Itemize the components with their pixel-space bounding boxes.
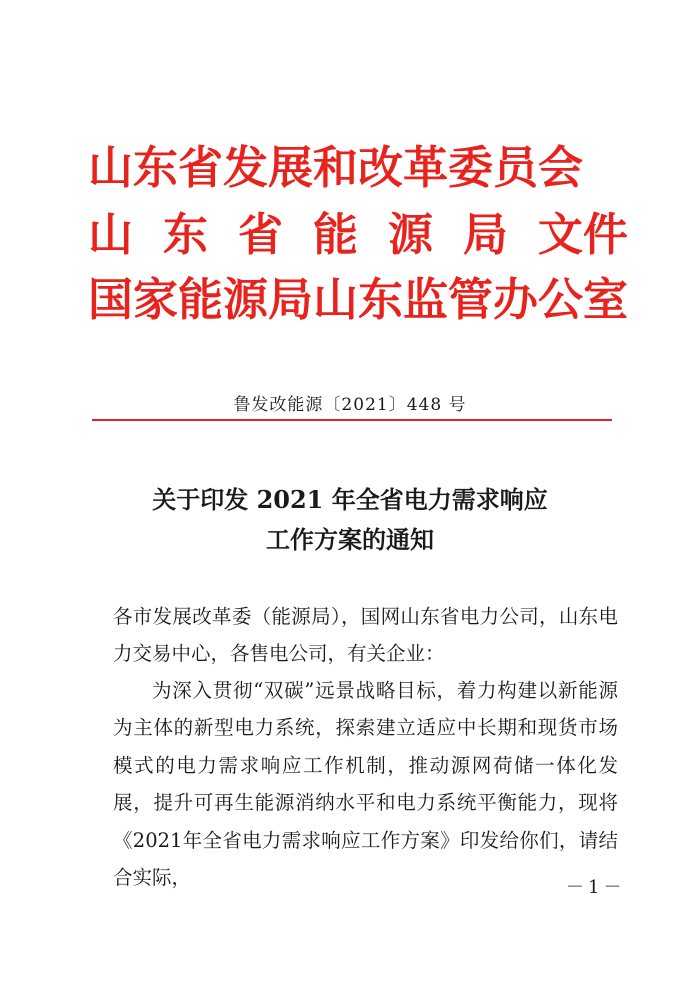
issuer-line-2-char: 东 xyxy=(162,208,208,261)
issuer-line-1: 山东省发展和改革委员会 xyxy=(88,141,584,194)
issuer-line-3: 国家能源局山东监管办公室 xyxy=(88,273,629,326)
salutation xyxy=(113,598,618,673)
issuer-line-2-char: 能 xyxy=(312,208,358,261)
red-divider xyxy=(92,419,612,421)
document-title-line-2: 工作方案的通知 xyxy=(266,525,434,554)
document-number: 鲁发改能源〔2021〕448 号 xyxy=(233,395,467,415)
issuer-line-2-char: 省 xyxy=(237,208,283,261)
issuer-line-2-char: 山 xyxy=(88,208,134,261)
issuer-line-2-char: 文件 xyxy=(537,208,628,261)
document-title-line-1: 关于印发 2021 年全省电力需求响应 xyxy=(152,485,548,514)
page-number: －1－ xyxy=(566,877,626,898)
issuer-line-2-char: 源 xyxy=(387,208,433,261)
issuer-line-2 xyxy=(88,208,628,261)
salutation-text: 各市发展改革委（能源局），国网山东省电力公司，山东电力交易中心，各售电公司，有关企业： xyxy=(113,605,618,666)
issuer-line-2-char: 局 xyxy=(462,208,508,261)
body-paragraph-text: 为深入贯彻“双碳”远景战略目标，着力构建以新能源为主体的新型电力系统，探索建立适应中长期和现货市场模式的电力需求响应工作机制，推动源网荷储一体化发展，提升可再生能源消纳水平和电力系统平衡能力，现将《2021年全省电力需求响应工作方案》印发给你们，请结合实际， xyxy=(113,679,618,890)
body-paragraph xyxy=(113,672,618,896)
